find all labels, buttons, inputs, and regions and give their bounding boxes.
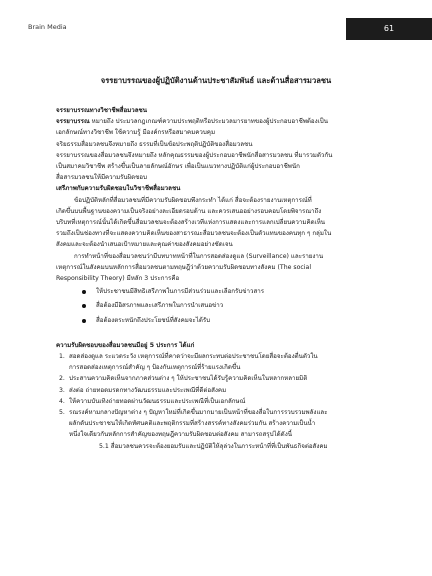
- section-heading: เสรีภาพกับความรับผิดชอบในวิชาชีพสื่อมวลชน: [56, 185, 181, 193]
- text-line: บริบทที่เหตุการณ์นั้นได้เกิดขึ้นสื่อมวลชนจะต้องสร้างเวทีแห่งการแสดงและการแลกเปลี่ยนความคิดเห็น: [56, 219, 326, 227]
- text-line: เป็นสมาคมวิชาชีพ สร้างขึ้นเป็นลายลักษณ์อักษร เพื่อเป็นแนวทางปฏิบัติแก่ผู้ประกอบอาชีพนัก: [56, 163, 300, 171]
- text-line: Responsibility Theory) มีหลัก 3 ประการคือ: [56, 275, 180, 283]
- bullet-icon: [82, 290, 86, 294]
- text-line: หมายถึง ประมวลกฎเกณฑ์ความประพฤติหรือประมวลมารยาทของผู้ประกอบอาชีพต้องเป็น: [89, 118, 328, 126]
- list-item: สื่อต้องมีอิสรภาพและเสรีภาพในการนำเสนอข่าว: [56, 300, 400, 311]
- list-item: 4. ให้ความบันเทิงถ่ายทอดผ่านวัฒนธรรมและประเพณีที่เป็นเอกลักษณ์: [59, 397, 246, 405]
- section-heading: ความรับผิดชอบของสื่อมวลชนมีอยู่ 5 ประการ ได้แก่: [56, 341, 195, 349]
- list-item: 5. รณรงค์หามกลางปัญหาต่าง ๆ ปัญหาใหม่ที่เกิดขึ้นมากมายเป็นหน้าที่ของสื่อในการรวบรวมพลังและ ผลักดันประชาชนให้เกิดทัศนคติและพฤติกรรมที่สร้างสรรค์ทางสังคมร่วมกัน สร้างความเป็นน้ำ หนึ่งใจเดียวกันหลักการสำคัญของทฤษฎีความรับผิดชอบต่อสังคม สามารถสรุปได้ดังนี้: [59, 409, 328, 439]
- term: จรรยาบรรณ: [56, 118, 90, 126]
- text-line: รวมถึงเป็นช่องทางที่จะแสดงความคิดเห็นของสาธารณะสื่อมวลชนจะต้องเป็นตัวแทนของคนทุก ๆ กลุ่มใน: [56, 230, 332, 238]
- page-title: จรรยาบรรณของผู้ปฏิบัติงานด้านประชาสัมพันธ์ และด้านสื่อสารมวลชน: [100, 76, 332, 85]
- text-line: เกิดขึ้นบนพื้นฐานของความเป็นจริงอย่างละเอียดรอบด้าน และควรเสนออย่างรอบคอบโดยพิจารณาถึง: [56, 207, 322, 215]
- text-line: จรรยาบรรณของสื่อมวลชนจึงหมายถึง หลักคุณธรรมของผู้ประกอบอาชีพนักสื่อสารมวลชน ที่มารวมตัวกัน: [56, 151, 333, 159]
- brand-name: Brain Media: [28, 23, 67, 31]
- page-number: 61: [346, 18, 432, 40]
- bullet-list: [56, 286, 400, 326]
- list-item: 2. ประสานความคิดเห็นจากภาคส่วนต่าง ๆ ให้ประชาชนได้รับรู้ความคิดเห็นในหลากหลายมิติ: [59, 375, 308, 383]
- list-item: 3. ส่งต่อ ถ่ายทอดมรดกทางวัฒนธรรมและประเพณีที่ดีต่อสังคม: [59, 386, 227, 394]
- list-item: สื่อต้องตระหนักถึงประโยชน์ที่สังคมจะได้รับ: [56, 315, 400, 326]
- text-line: การทำหน้าที่ของสื่อมวลชนว่ามีบทบาทหน้าที่ในการสอดส่องดูแล (Surveillance) และรายงาน: [74, 252, 324, 260]
- bullet-icon: [82, 319, 86, 323]
- text-line: จริยธรรมสื่อมวลชนจึงหมายถึง ธรรมที่เป็นข้อประพฤติปฏิบัติของสื่อมวลชน: [56, 140, 253, 148]
- sub-item: 5.1 สื่อมวลชนควรจะต้องยอมรับและปฏิบัติให้ลุล่วงในภาระหน้าที่ที่เป็นพันธกิจต่อสังคม: [99, 442, 328, 450]
- text-line: สังคมและจะต้องนำเสนอเป้าหมายและคุณค่าของสังคมอย่างชัดเจน: [56, 241, 233, 249]
- body-content: [56, 105, 400, 452]
- paragraph: [56, 116, 400, 127]
- list-item: ให้ประชาชนมีสิทธิเสรีภาพในการมีส่วนร่วมและเลือกรับข่าวสาร: [56, 286, 400, 297]
- numbered-list: [56, 351, 400, 441]
- text-line: สื่อสารมวลชนให้มีความรับผิดชอบ: [56, 174, 147, 182]
- list-item: 1. สอดส่องดูแล ระแวดระวัง เหตุการณ์ที่คาดว่าจะมีผลกระทบต่อประชาชนโดยสื่อจะต้องตื่นตัวใน การสอดส่องเหตุการณ์สำคัญ ๆ ป้องกันเหตุการณ์ที่ร้ายแรงเกิดขึ้น: [59, 353, 318, 372]
- text-line: เอกลักษณ์ทางวิชาชีพ ใช้ความรู้ มีองค์กรหรือสมาคมควบคุม: [56, 129, 216, 137]
- text-line: เหตุการณ์ในสังคมบนหลักการสื่อมวลชนตามทฤษฎีว่าด้วยความรับผิดชอบทางสังคม (The social: [56, 263, 312, 271]
- page-header: [0, 18, 432, 40]
- section-heading: จรรยาบรรณทางวิชาชีพสื่อมวลชน: [56, 107, 147, 114]
- text-line: ข้อปฏิบัติหลักที่สื่อมวลชนที่มีความรับผิดชอบพึงกระทำ ได้แก่ สื่อจะต้องรายงานเหตุการณ์ที่: [74, 196, 312, 204]
- bullet-icon: [82, 304, 86, 308]
